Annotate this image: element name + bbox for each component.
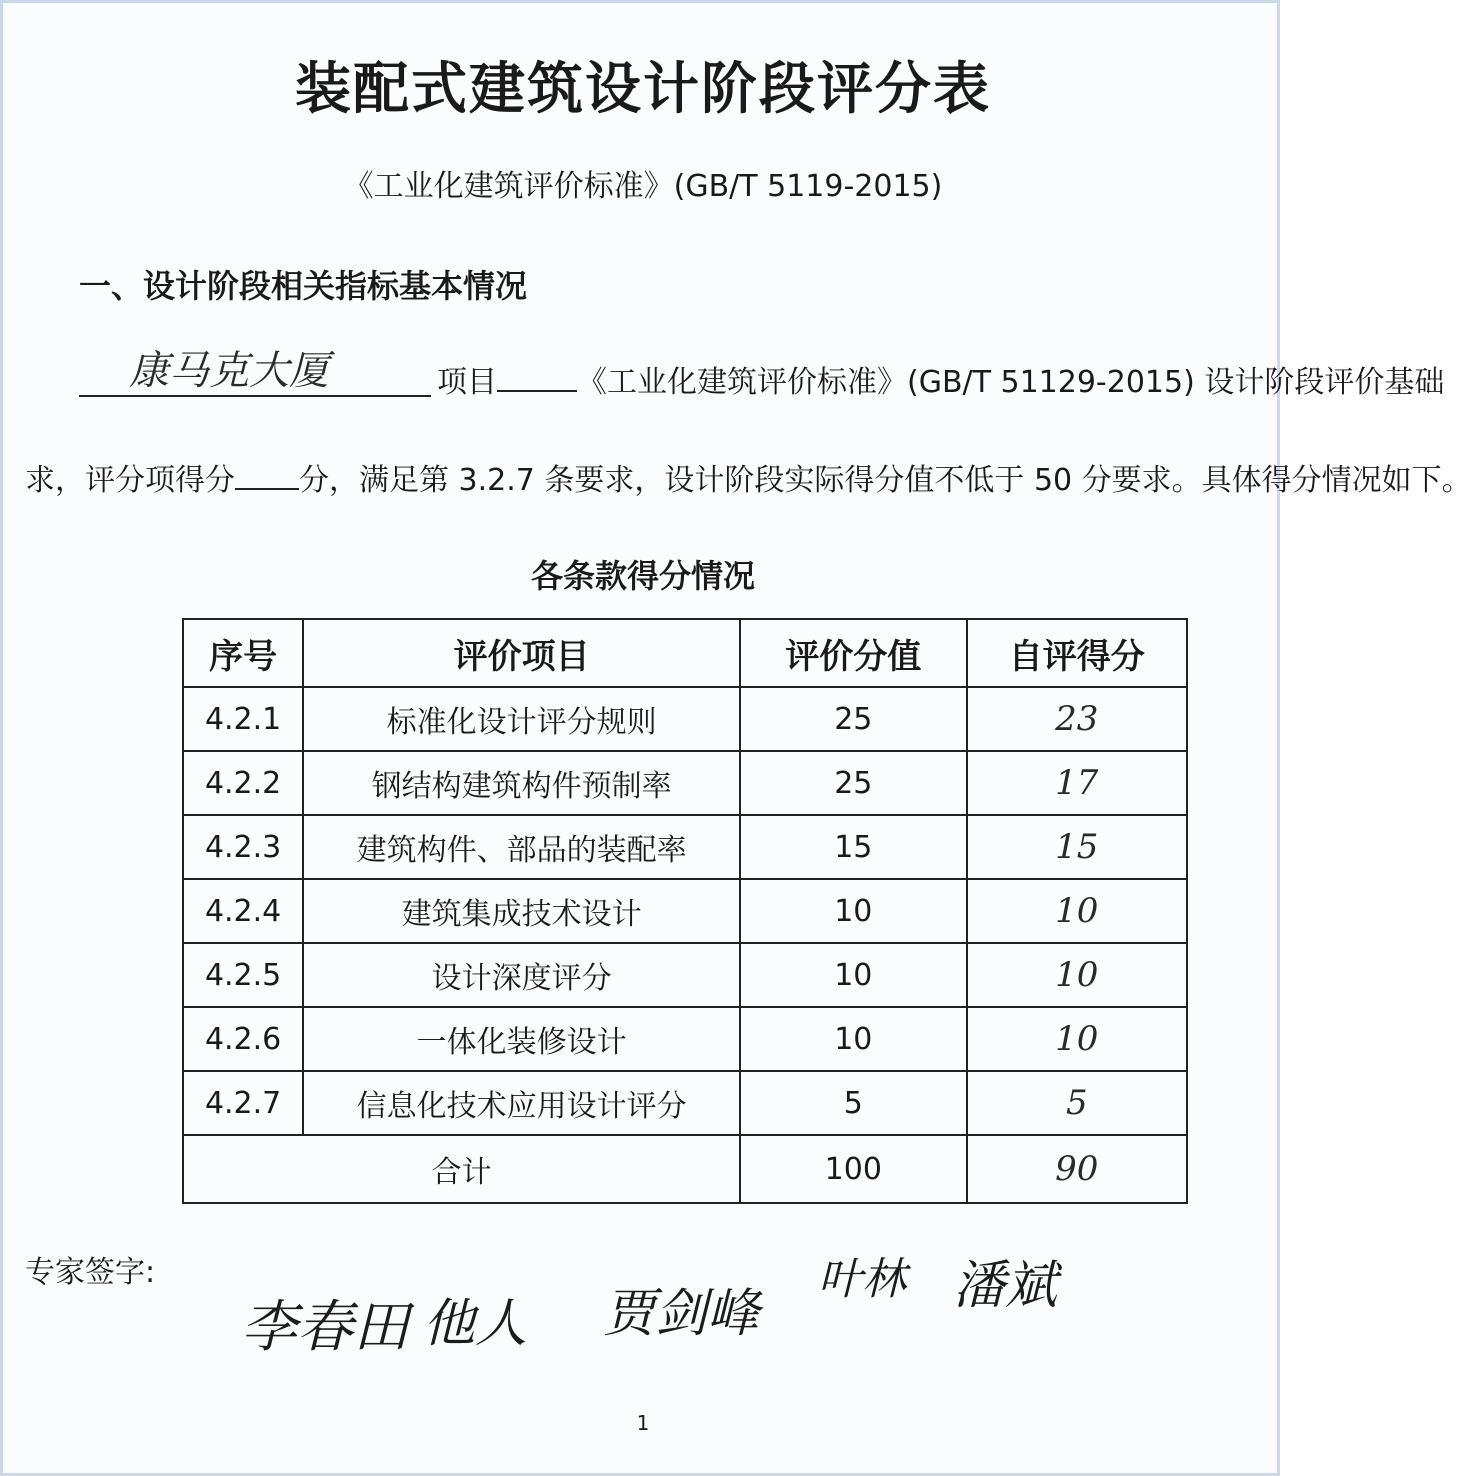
table-row	[183, 943, 1187, 1007]
row-item: 一体化装修设计	[303, 1007, 740, 1071]
table-row	[183, 815, 1187, 879]
blank-field	[497, 362, 577, 392]
criteria-line-1	[437, 357, 1445, 401]
signature-label: 专家签字:	[25, 1255, 156, 1290]
row-no: 4.2.2	[183, 751, 303, 815]
row-self-score: 15	[967, 815, 1187, 879]
line2-text-b: 分，满足第 3.2.7 条要求，设计阶段实际得分值不低于 50 分要求。具体得分情况如下。	[299, 463, 1472, 498]
page-number: 1	[636, 1411, 650, 1435]
table-row	[183, 687, 1187, 751]
table-row	[183, 879, 1187, 943]
table-caption: 各条款得分情况	[530, 557, 755, 595]
table-row	[183, 1071, 1187, 1135]
row-self-score: 10	[967, 1007, 1187, 1071]
row-no: 4.2.4	[183, 879, 303, 943]
expert-signature: 贾剑峰	[603, 1284, 760, 1344]
row-value: 10	[740, 943, 966, 1007]
row-self-score: 10	[967, 943, 1187, 1007]
line1-text-b: 《工业化建筑评价标准》(GB/T 51129-2015) 设计阶段评价基础	[577, 365, 1445, 400]
row-no: 4.2.7	[183, 1071, 303, 1135]
header-value: 评价分值	[740, 619, 966, 687]
row-self-score: 5	[967, 1071, 1187, 1135]
table-row	[183, 751, 1187, 815]
row-no: 4.2.3	[183, 815, 303, 879]
row-no: 4.2.1	[183, 687, 303, 751]
score-table	[182, 618, 1188, 1204]
row-no: 4.2.6	[183, 1007, 303, 1071]
total-self-score: 90	[967, 1135, 1187, 1203]
header-no: 序号	[183, 619, 303, 687]
expert-signature: 叶林	[818, 1254, 906, 1305]
row-value: 15	[740, 815, 966, 879]
expert-signature: 他人	[423, 1294, 528, 1354]
row-self-score: 17	[967, 751, 1187, 815]
row-value: 25	[740, 751, 966, 815]
score-blank-field	[235, 460, 299, 490]
header-item: 评价项目	[303, 619, 740, 687]
section-heading: 一、设计阶段相关指标基本情况	[79, 267, 528, 305]
row-item: 建筑构件、部品的装配率	[303, 815, 740, 879]
row-self-score: 23	[967, 687, 1187, 751]
row-value: 10	[740, 1007, 966, 1071]
table-header-row	[183, 619, 1187, 687]
row-self-score: 10	[967, 879, 1187, 943]
expert-signature: 李春田	[241, 1295, 409, 1360]
document-subtitle: 《工业化建筑评价标准》(GB/T 5119-2015)	[343, 169, 943, 204]
total-label: 合计	[183, 1135, 740, 1203]
row-item: 信息化技术应用设计评分	[303, 1071, 740, 1135]
line2-text-a: 求，评分项得分	[25, 463, 235, 498]
criteria-line-2	[25, 455, 1472, 499]
row-value: 25	[740, 687, 966, 751]
row-no: 4.2.5	[183, 943, 303, 1007]
row-value: 10	[740, 879, 966, 943]
row-item: 钢结构建筑构件预制率	[303, 751, 740, 815]
row-value: 5	[740, 1071, 966, 1135]
row-item: 设计深度评分	[303, 943, 740, 1007]
header-self-score: 自评得分	[967, 619, 1187, 687]
table-total-row	[183, 1135, 1187, 1203]
expert-signature: 潘斌	[953, 1256, 1058, 1316]
document-title: 装配式建筑设计阶段评分表	[295, 57, 991, 122]
project-name-handwritten: 康马克大厦	[79, 339, 431, 397]
total-value: 100	[740, 1135, 966, 1203]
row-item: 建筑集成技术设计	[303, 879, 740, 943]
line1-text-a: 项目	[437, 365, 497, 400]
row-item: 标准化设计评分规则	[303, 687, 740, 751]
table-row	[183, 1007, 1187, 1071]
